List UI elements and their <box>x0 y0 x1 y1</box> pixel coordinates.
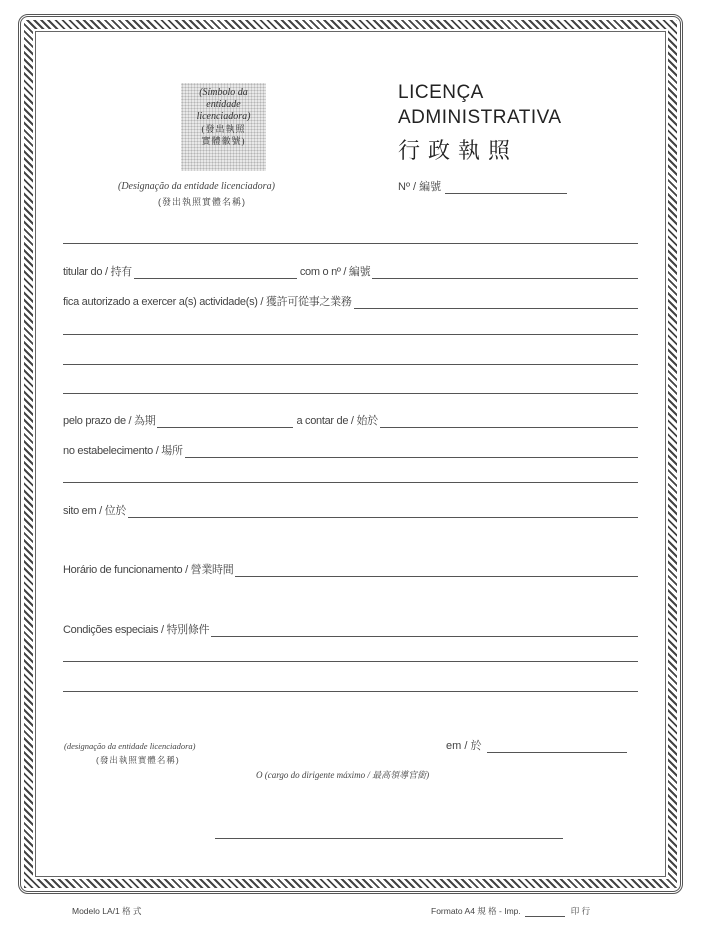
license-number-row <box>398 178 567 194</box>
signature-designation-zh: (發出執照實體名稱) <box>96 755 180 765</box>
contar-label: a contar de / 始於 <box>296 415 378 427</box>
license-number-field[interactable] <box>445 181 567 194</box>
titular-label: titular do / 持有 <box>63 266 132 278</box>
title-chinese: 行政執照 <box>398 138 519 163</box>
horario-row <box>63 559 638 577</box>
activity-line-2[interactable] <box>63 334 638 335</box>
title-administrativa: ADMINISTRATIVA <box>398 107 562 128</box>
condicoes-label: Condições especiais / 特別條件 <box>63 624 210 636</box>
condicoes-line-3[interactable] <box>63 691 638 692</box>
footer-format: Formato A4 規 格 - Imp. <box>431 906 521 916</box>
estabelecimento-row <box>63 440 638 458</box>
footer-print: 印 行 <box>570 906 591 916</box>
cargo-dirigente: O (cargo do dirigente máximo / 最高領導官銜) <box>256 770 430 780</box>
titular-field[interactable] <box>134 266 297 279</box>
estabelecimento-line-2[interactable] <box>63 482 638 483</box>
em-row <box>446 737 627 753</box>
designation-entity-pt: (Designação da entidade licenciadora) <box>118 181 275 192</box>
entity-symbol-placeholder <box>181 83 266 171</box>
em-field[interactable] <box>487 740 627 753</box>
signature-designation-pt: (designação da entidade licenciadora) <box>64 741 196 751</box>
footer-model: Modelo LA/1 格 式 <box>72 906 142 916</box>
contar-field[interactable] <box>380 415 638 428</box>
autorizado-row <box>63 291 638 309</box>
sito-row <box>63 500 638 518</box>
em-label: em / 於 <box>446 740 482 752</box>
footer-format-row <box>431 905 590 917</box>
prazo-row <box>63 410 638 428</box>
condicoes-line-2[interactable] <box>63 661 638 662</box>
horario-label: Horário de funcionamento / 營業時間 <box>63 564 234 576</box>
emblem-line-4: (發出執照 <box>201 124 246 134</box>
footer-print-field <box>525 907 565 917</box>
prazo-field[interactable] <box>157 415 293 428</box>
title-licenca: LICENÇA <box>398 82 484 103</box>
sito-field[interactable] <box>128 505 638 518</box>
emblem-line-1: (Símbolo da <box>199 87 248 98</box>
estabelecimento-field[interactable] <box>185 445 638 458</box>
autorizado-field[interactable] <box>354 296 638 309</box>
activity-line-4[interactable] <box>63 393 638 394</box>
signature-line[interactable] <box>215 838 563 839</box>
designation-entity-zh: (發出執照實體名稱) <box>158 197 246 207</box>
com-no-label: com o nº / 編號 <box>299 266 371 278</box>
prazo-label: pelo prazo de / 為期 <box>63 415 156 427</box>
com-no-field[interactable] <box>372 266 638 279</box>
emblem-line-2: entidade <box>206 99 241 110</box>
estabelecimento-label: no estabelecimento / 場所 <box>63 445 183 457</box>
autorizado-label: fica autorizado a exercer a(s) actividade(s) / 獲許可從事之業務 <box>63 296 352 308</box>
titular-row <box>63 261 638 279</box>
activity-line-3[interactable] <box>63 364 638 365</box>
horario-field[interactable] <box>235 564 638 577</box>
condicoes-row <box>63 619 638 637</box>
sito-label: sito em / 位於 <box>63 505 127 517</box>
emblem-line-5: 實體徽號) <box>201 136 246 146</box>
condicoes-field[interactable] <box>211 624 638 637</box>
emblem-line-3: licenciadora) <box>196 111 251 122</box>
license-number-label: Nº / 編號 <box>398 181 442 193</box>
entity-name-line[interactable] <box>63 243 638 244</box>
